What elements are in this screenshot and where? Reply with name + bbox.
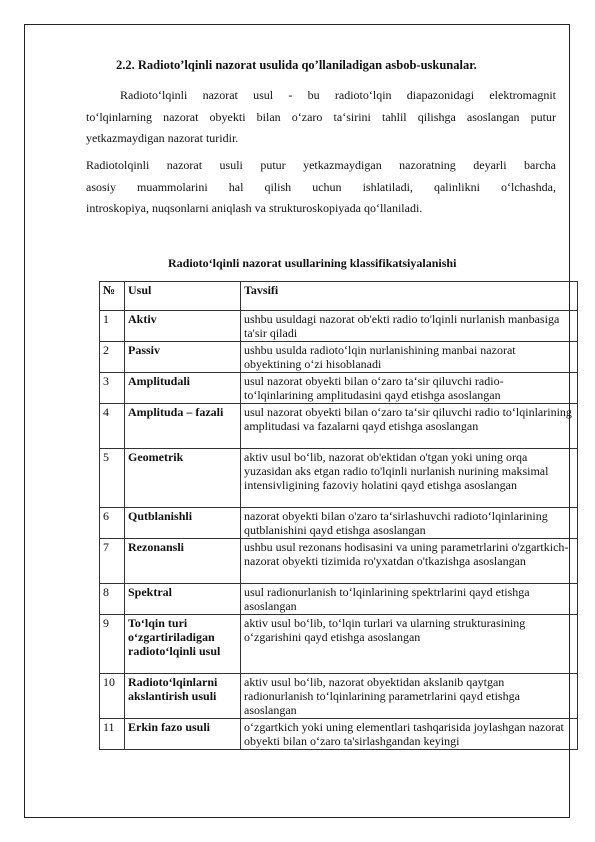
paragraph-definition [86, 85, 556, 150]
paragraph-line: introskopiya, nuqsonlarni aniqlash va strukturoskopiyada qo‘llaniladi. [86, 201, 423, 215]
section-heading: 2.2. Radioto’lqinli nazorat usulida qo’llaniladigan asbob-uskunalar. [116, 58, 477, 72]
table-row [100, 404, 578, 449]
row-method: Aktiv [125, 311, 241, 342]
table-row [100, 449, 578, 508]
row-number: 11 [100, 719, 125, 750]
row-number: 4 [100, 404, 125, 449]
header-number: № [100, 282, 125, 311]
row-number: 3 [100, 373, 125, 404]
paragraph-line: yetkazmaydigan nazorat turidir. [86, 131, 239, 145]
paragraph-line: asosiy muammolarini hal qilish uchun ishlatiladi, qalinlikni o‘lchashda, [86, 179, 556, 194]
row-number: 6 [100, 508, 125, 539]
row-number: 8 [100, 584, 125, 615]
classification-table [99, 281, 578, 750]
row-description: o‘zgartkich yoki uning elementlari tashqarisida joylashgan nazorat obyekti bilan o‘zaro ta'sirlashgandan keyingi [241, 719, 578, 750]
row-method: Erkin fazo usuli [125, 719, 241, 750]
row-description: aktiv usul bo‘lib, to‘lqin turlari va ularning strukturasining o‘zgarishini qayd etishga asoslangan [241, 615, 578, 674]
header-description: Tavsifi [241, 282, 578, 311]
table-row [100, 615, 578, 674]
row-method: Geometrik [125, 449, 241, 508]
header-method: Usul [125, 282, 241, 311]
row-number: 1 [100, 311, 125, 342]
table-row [100, 584, 578, 615]
row-method: Passiv [125, 342, 241, 373]
table-row [100, 342, 578, 373]
row-method: Qutblanishli [125, 508, 241, 539]
table-row [100, 311, 578, 342]
row-number: 7 [100, 539, 125, 584]
row-description: nazorat obyekti bilan o'zaro ta‘sirlashuvchi radioto‘lqinlarining qutblanishini qayd etishga asoslangan [241, 508, 578, 539]
row-number: 2 [100, 342, 125, 373]
table-row [100, 719, 578, 750]
row-number: 5 [100, 449, 125, 508]
table-caption: Radioto‘lqinli nazorat usullarining klassifikatsiyalanishi [168, 256, 457, 270]
row-description: aktiv usul bo‘lib, nazorat ob'ektidan o'tgan yoki uning orqa yuzasidan aks etgan radio to'lqinli nurlanish nurining maksimal intensivligining fazoviy holatini qayd etishga asoslangan [241, 449, 578, 508]
row-method: To‘lqin turi o‘zgartiriladigan radioto‘lqinli usul [125, 615, 241, 674]
paragraph-line: Radioto‘lqinli nazorat usul - bu radioto‘lqin diapazonidagi elektromagnit [120, 88, 556, 102]
row-description: ushbu usuldagi nazorat ob'ekti radio to'lqinli nurlanish manbasiga ta'sir qiladi [241, 311, 578, 342]
table-row [100, 508, 578, 539]
row-method: Rezonansli [125, 539, 241, 584]
row-number: 10 [100, 674, 125, 719]
table-row [100, 539, 578, 584]
row-method: Amplituda – fazali [125, 404, 241, 449]
row-description: ushbu usul rezonans hodisasini va uning parametrlarini o'zgartkich-nazorat obyekti tizimida ro'yxatdan o'tkazishga asoslangan [241, 539, 578, 584]
paragraph-applications [86, 155, 556, 220]
row-number: 9 [100, 615, 125, 674]
row-description: usul nazorat obyekti bilan o‘zaro ta‘sir qiluvchi radio to‘lqinlarining amplitudasi va fazalarni qayd etishga asoslangan [241, 404, 578, 449]
table-row [100, 674, 578, 719]
table-header-row [100, 282, 578, 311]
row-method: Amplitudali [125, 373, 241, 404]
table-row [100, 373, 578, 404]
row-description: ushbu usulda radioto‘lqin nurlanishining manbai nazorat obyektining o‘zi hisoblanadi [241, 342, 578, 373]
paragraph-line: Radiotolqinli nazorat usuli putur yetkazmaydigan nazoratning deyarli barcha [86, 158, 556, 172]
paragraph-line: to‘lqinlarning nazorat obyekti bilan o‘zaro ta‘sirini tahlil qilishga asoslangan putur [86, 109, 556, 124]
row-description: aktiv usul bo‘lib, nazorat obyektidan akslanib qaytgan radionurlanish to‘lqinlarining parametrlarini qayd etishga asoslangan [241, 674, 578, 719]
row-method: Spektral [125, 584, 241, 615]
row-description: usul nazorat obyekti bilan o‘zaro ta‘sir qiluvchi radio- to‘lqinlarining amplitudasini qayd etishga asoslangan [241, 373, 578, 404]
row-description: usul radionurlanish to‘lqinlarining spektrlarini qayd etishga asoslangan [241, 584, 578, 615]
row-method: Radioto‘lqinlarni akslantirish usuli [125, 674, 241, 719]
